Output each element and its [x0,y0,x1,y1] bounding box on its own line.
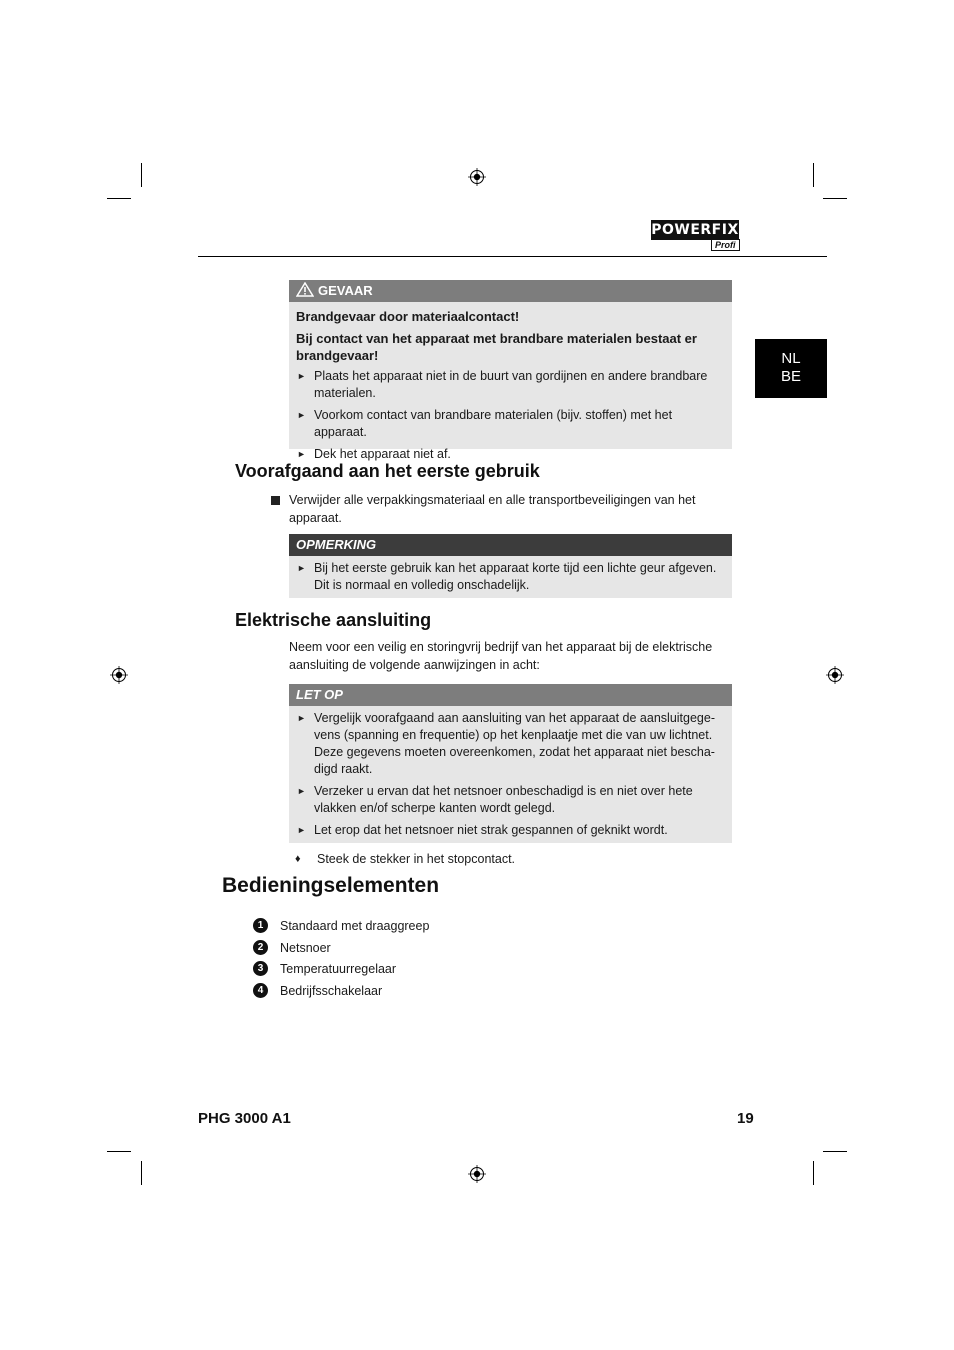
caution-box [289,684,732,843]
language-code-nl: NL [781,350,801,367]
note-box [289,534,732,598]
caution-item: ► Let erop dat het netsnoer niet strak gespannen of geknikt wordt. [296,822,726,839]
page-number: 19 [737,1110,754,1127]
control-label: Temperatuurregelaar [280,962,397,977]
crop-mark [813,1161,814,1185]
section-heading-controls: Bedieningselementen [222,874,440,897]
note-box-body [289,556,732,600]
crop-mark [823,198,847,199]
language-tab [755,339,827,398]
danger-item: ► Voorkom contact van brandbare materialen (bijv. stoffen) met het apparaat. [296,407,726,441]
crop-mark [107,198,131,199]
list-item [253,917,429,939]
note-item: ► Bij het eerste gebruik kan het apparaat korte tijd een lichte geur afgeven. Dit is normaal en volledig onschadelijk. [296,560,726,594]
diamond-bullet-icon: ♦ [295,853,301,865]
warning-triangle-icon [296,282,314,297]
caution-item: ► Verzeker u ervan dat het netsnoer onbeschadigd is en niet over hete vlakken en/of scherpe kanten wordt gelegd. [296,783,726,817]
list-item [253,939,429,961]
control-label: Standaard met draaggreep [280,919,430,933]
crop-mark [813,163,814,187]
number-badge: 3 [253,961,268,976]
caution-box-header: LET OP [289,684,732,706]
section-heading-electrical: Elektrische aansluiting [235,610,432,630]
square-bullet-icon [271,496,280,505]
crop-mark [141,163,142,187]
registration-mark-icon [110,666,128,684]
control-label: Netsnoer [280,940,331,955]
danger-item: ► Dek het apparaat niet af. [296,446,726,463]
registration-mark-icon [468,1165,486,1183]
danger-box-body [289,302,732,474]
crop-mark [141,1161,142,1185]
registration-mark-icon [468,168,486,186]
language-code-be: BE [780,368,801,385]
electrical-step: Steek de stekker in het stopcontact. [317,852,516,866]
caution-item: ► Vergelijk voorafgaand aan aansluiting van het apparaat de aansluitgege-vens (spanning en frequentie) op het kenplaatje met die van uw lichtnet. Deze gegevens moeten overeenkomen, zodat het apparaat niet bescha-digd raakt. [296,710,726,778]
control-label: Bedrijfsschakelaar [280,984,383,999]
danger-box [289,280,732,461]
crop-mark [107,1151,131,1152]
brand-logo [651,220,755,252]
registration-mark-icon [826,666,844,684]
number-badge: 4 [253,983,268,998]
number-badge: 2 [253,940,268,955]
footer-model: PHG 3000 A1 [198,1110,291,1127]
danger-item: ► Plaats het apparaat niet in de buurt van gordijnen en andere brandbare materialen. [296,368,726,402]
electrical-intro: Neem voor een veilig en storingvrij bedrijf van het apparaat bij de elektrische aansluiting de volgende aanwijzingen in acht: [289,640,713,672]
number-badge: 1 [253,918,268,933]
first-use-instruction: Verwijder alle verpakkingsmateriaal en alle transportbeveiligingen van het apparaat. [289,493,696,525]
section-heading-first-use: Voorafgaand aan het eerste gebruik [235,461,540,481]
list-item [253,982,429,1004]
danger-intro: Bij contact van het apparaat met brandbare materialen bestaat er brandgevaar! [296,331,697,363]
caution-box-body [289,706,732,845]
crop-mark [823,1151,847,1152]
list-item [253,960,429,982]
header-rule [198,256,827,257]
brand-sub: Profi [711,239,740,251]
danger-box-header [289,280,732,302]
controls-list [253,917,429,1004]
danger-heading: GEVAAR [318,283,373,298]
danger-title: Brandgevaar door materiaalcontact! [296,309,520,324]
brand-name: POWERFIX [651,222,739,238]
note-box-header: OPMERKING [289,534,732,556]
